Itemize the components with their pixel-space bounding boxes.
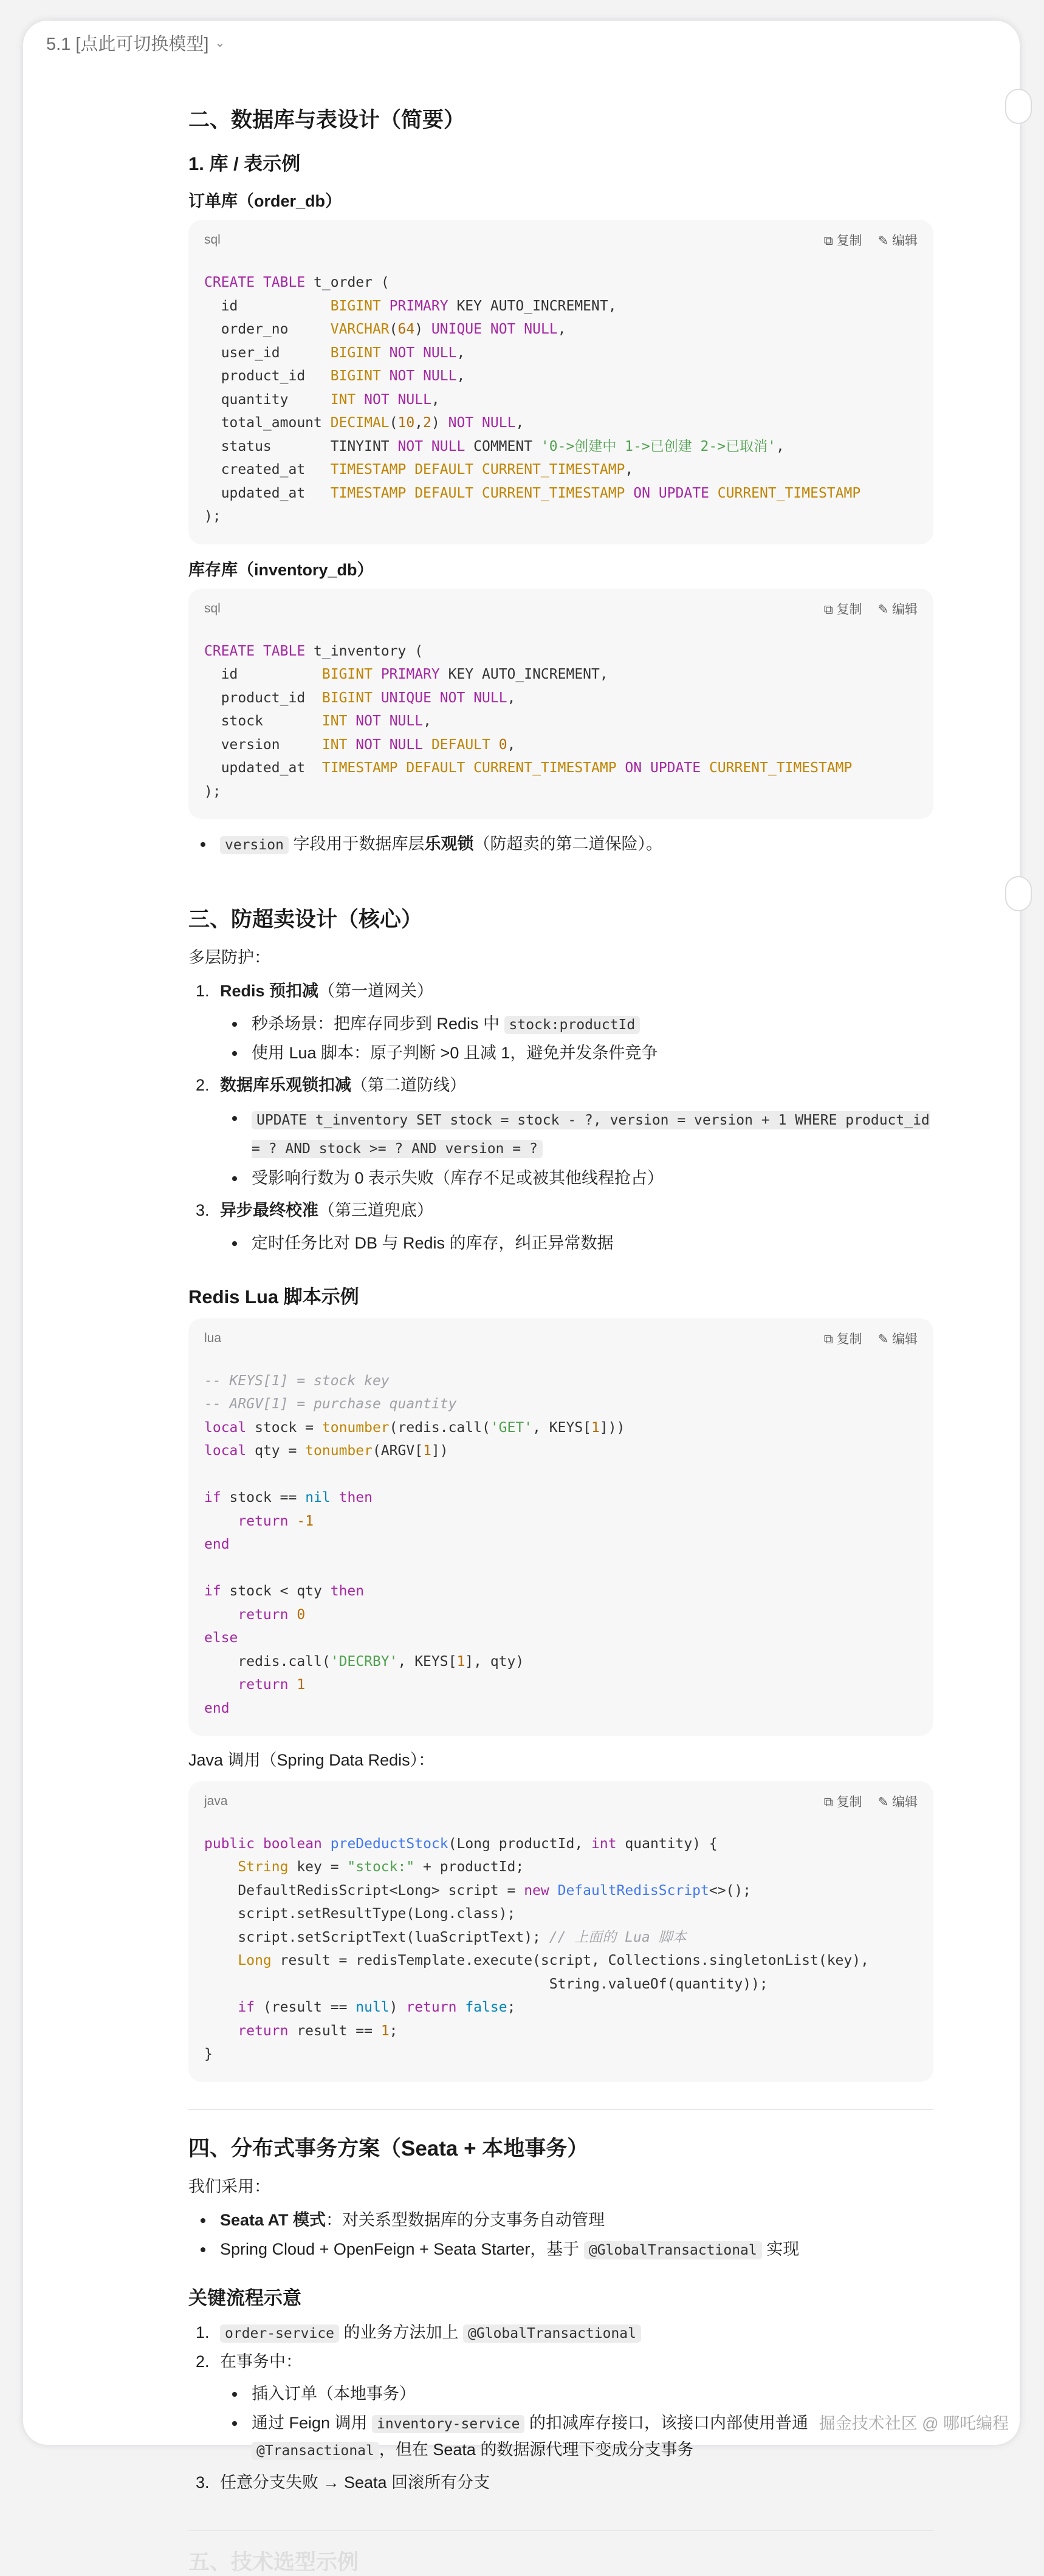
code-language: lua: [204, 1331, 222, 1345]
divider: [188, 2109, 933, 2110]
code-block-lua: [188, 1318, 933, 1736]
model-selector-label: 5.1 [点此可切换模型]: [46, 35, 209, 54]
list-item: 3. 任意分支失败 → Seata 回滚所有分支: [196, 2473, 490, 2492]
message-content: [188, 81, 933, 2575]
top-bar: [23, 21, 1020, 72]
edit-button[interactable]: ✎ 编辑: [877, 1332, 918, 1346]
list-item: 2. 数据库乐观锁扣减（第二道防线） UPDATE t_inventory SET stock = stock - ?, version = version + 1 WHERE product_id = ? AND stock >= ? AND version = ? 受影响行数为 0 表示失败（库存不足或被其他线程抢占）: [188, 1072, 933, 1191]
list-item: Seata AT 模式：对关系型数据库的分支事务自动管理: [188, 2207, 933, 2234]
copy-button[interactable]: ⧉ 复制: [823, 234, 862, 248]
list-item: version 字段用于数据库层乐观锁（防超卖的第二道保险）。: [188, 831, 933, 858]
defense-list: [188, 978, 933, 1257]
section-heading-cut: 五、技术选型示例: [188, 2550, 359, 2575]
code-block-inventory-sql: [188, 589, 933, 820]
scroll-anchor-button[interactable]: [1005, 876, 1032, 911]
subsection-heading: Redis Lua 脚本示例: [188, 1286, 359, 1307]
list-item: 插入订单（本地事务）: [220, 2381, 933, 2408]
code-content: CREATE TABLE t_inventory ( id BIGINT PRIMARY KEY AUTO_INCREMENT, product_id BIGINT UNIQUE NOT NULL, stock INT NOT NULL, version INT NOT NULL DEFAULT 0, updated_at TIMESTAMP DEFAULT CURRENT_TIMESTAMP ON UPDATE CURRENT_TIMESTAMP );: [204, 643, 853, 800]
code-block-java: [188, 1781, 933, 2082]
watermark: 掘金技术社区 @ 哪吒编程: [819, 2414, 1009, 2433]
list-item: UPDATE t_inventory SET stock = stock - ?, version = version + 1 WHERE product_id = ? AND stock >= ? AND version = ?: [220, 1105, 933, 1163]
edit-button[interactable]: ✎ 编辑: [877, 234, 918, 248]
db-label: 订单库（order_db）: [188, 192, 342, 210]
list-item: 秒杀场景：把库存同步到 Redis 中 stock:productId: [220, 1011, 933, 1038]
code-language: sql: [204, 601, 221, 615]
list-item: Spring Cloud + OpenFeign + Seata Starter，基于 @GlobalTransactional 实现: [188, 2236, 933, 2263]
note-list: [188, 831, 933, 858]
section-heading: 二、数据库与表设计（简要）: [188, 108, 465, 132]
code-block-order-sql: [188, 220, 933, 544]
section-heading: 三、防超卖设计（核心）: [188, 907, 423, 931]
code-content: -- KEYS[1] = stock key -- ARGV[1] = purchase quantity local stock = tonumber(redis.call('GET', KEYS[1])) local qty = tonumber(ARGV[1]) if stock == nil then return -1 end if stock < qty then return 0 else redis.call('DECRBY', KEYS[1], qty) return 1 end: [204, 1372, 625, 1716]
copy-button[interactable]: ⧉ 复制: [823, 1795, 862, 1809]
code-content: CREATE TABLE t_order ( id BIGINT PRIMARY KEY AUTO_INCREMENT, order_no VARCHAR(64) UNIQUE NOT NULL, user_id BIGINT NOT NULL, product_id BIGINT NOT NULL, quantity INT NOT NULL, total_amount DECIMAL(10,2) NOT NULL, status TINYINT NOT NULL COMMENT '0->创建中 1->已创建 2->已取消', created_at TIMESTAMP DEFAULT CURRENT_TIMESTAMP, updated_at TIMESTAMP DEFAULT CURRENT_TIMESTAMP ON UPDATE CURRENT_TIMESTAMP );: [204, 275, 861, 524]
list-item: 3. 异步最终校准（第三道兜底） 定时任务比对 DB 与 Redis 的库存，纠正异常数据: [188, 1197, 933, 1256]
edit-button[interactable]: ✎ 编辑: [877, 602, 918, 617]
scroll-anchor-button[interactable]: [1005, 89, 1032, 124]
list-item: 通过 Feign 调用 inventory-service 的扣减库存接口，该接口内部使用普通 @Transactional ，但在 Seata 的数据源代理下变成分支事务: [220, 2410, 933, 2463]
list-item: 使用 Lua 脚本：原子判断 >0 且减 1，避免并发条件竞争: [220, 1040, 933, 1067]
chevron-down-icon: ⌄: [215, 36, 225, 50]
section-heading: 四、分布式事务方案（Seata + 本地事务）: [188, 2136, 589, 2160]
list-item: 2. 在事务中： 插入订单（本地事务） 通过 Feign 调用 inventory-service 的扣减库存接口，该接口内部使用普通 @Transactional ，但在 Seata 的数据源代理下变成分支事务: [188, 2349, 933, 2464]
code-language: sql: [204, 233, 221, 247]
code-language: java: [204, 1793, 228, 1808]
list-item: 1. order-service 的业务方法加上 @GlobalTransactional: [188, 2320, 933, 2346]
list-item: 1. Redis 预扣减（第一道网关） 秒杀场景：把库存同步到 Redis 中 stock:productId 使用 Lua 脚本：原子判断 >0 且减 1，避免并发条件竞争: [188, 978, 933, 1066]
paragraph: Java 调用（Spring Data Redis）：: [188, 1751, 435, 1770]
paragraph: 我们采用：: [188, 2177, 270, 2196]
subsection-heading: 关键流程示意: [188, 2287, 301, 2309]
db-label: 库存库（inventory_db）: [188, 560, 374, 579]
flow-list: [188, 2320, 933, 2496]
paragraph: 多层防护：: [188, 948, 270, 967]
list-item: 定时任务比对 DB 与 Redis 的库存，纠正异常数据: [220, 1230, 933, 1257]
subsection-heading: 1. 库 / 表示例: [188, 153, 301, 174]
list-item: 受影响行数为 0 表示失败（库存不足或被其他线程抢占）: [220, 1165, 933, 1192]
copy-button[interactable]: ⧉ 复制: [823, 1332, 862, 1346]
divider: [188, 2530, 933, 2531]
approach-list: [188, 2207, 933, 2263]
copy-button[interactable]: ⧉ 复制: [823, 602, 862, 617]
chat-window: [23, 21, 1020, 2575]
edit-button[interactable]: ✎ 编辑: [877, 1795, 918, 1809]
model-selector[interactable]: [46, 30, 225, 55]
code-content: public boolean preDeductStock(Long productId, int quantity) { String key = "stock:" + productId; DefaultRedisScript<Long> script = new DefaultRedisScript<>(); script.setResultType(Long.class); script.setScriptText(luaScriptText); // 上面的 Lua 脚本 Long result = redisTemplate.execute(script, Collections.singletonList(key), String.valueOf(quantity)); if (result == null) return false; return result == 1; }: [204, 1835, 869, 2063]
